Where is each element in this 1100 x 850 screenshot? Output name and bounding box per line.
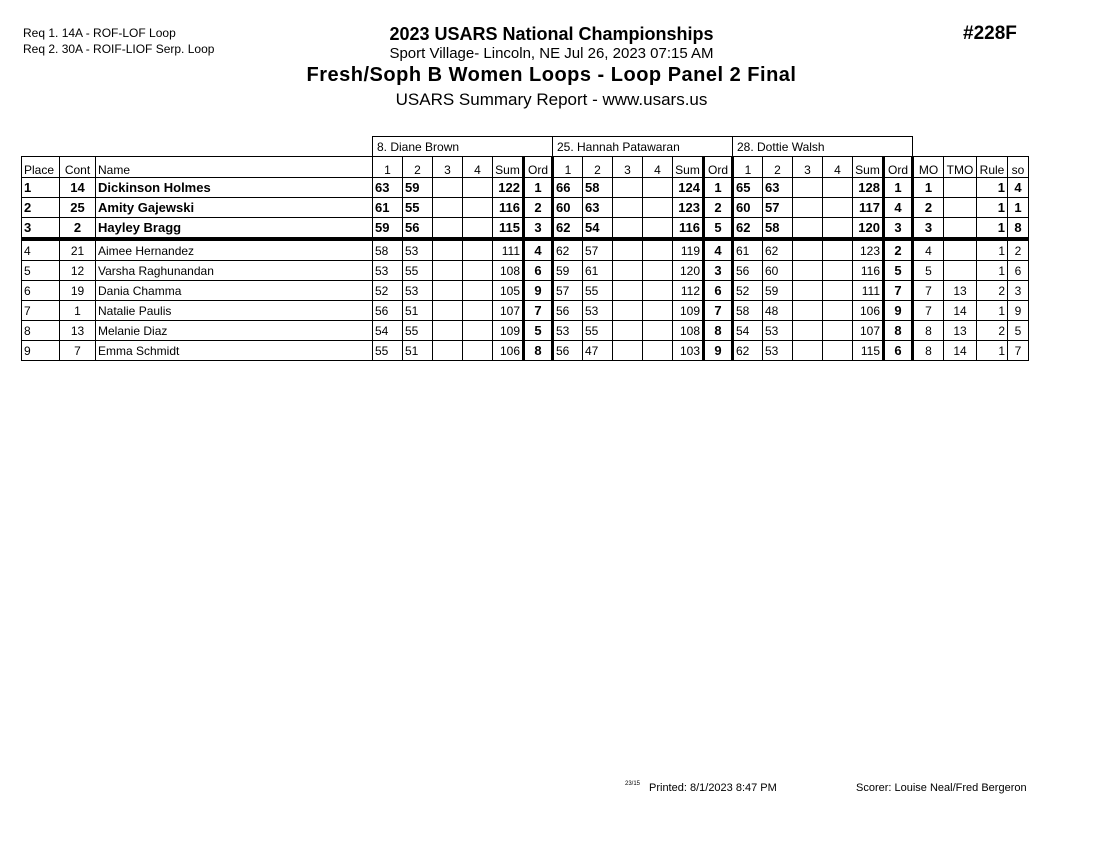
judge-3-header: 28. Dottie Walsh <box>733 137 913 157</box>
score-cell <box>463 218 493 240</box>
name-cell: Dania Chamma <box>96 281 373 301</box>
ord-cell: 3 <box>704 261 733 281</box>
table-row <box>22 198 1029 218</box>
score-cell: 58 <box>733 301 763 321</box>
tmo-cell: 14 <box>944 301 977 321</box>
ord-cell: 7 <box>524 301 553 321</box>
name-cell: Hayley Bragg <box>96 218 373 240</box>
name-cell: Dickinson Holmes <box>96 178 373 198</box>
ord-cell: 8 <box>524 341 553 361</box>
col-j2-score3: 3 <box>613 157 643 178</box>
report-title: USARS Summary Report - www.usars.us <box>395 90 708 109</box>
ord-cell: 6 <box>704 281 733 301</box>
score-cell <box>613 301 643 321</box>
col-j2-score1: 1 <box>553 157 583 178</box>
rule-cell: 2 <box>977 321 1008 341</box>
ord-cell: 7 <box>704 301 733 321</box>
score-cell: 53 <box>763 341 793 361</box>
sum-cell: 128 <box>853 178 884 198</box>
col-j1-ord: Ord <box>524 157 553 178</box>
sum-cell: 111 <box>853 281 884 301</box>
score-cell <box>823 261 853 281</box>
name-cell: Natalie Paulis <box>96 301 373 321</box>
col-j3-score1: 1 <box>733 157 763 178</box>
score-cell <box>433 321 463 341</box>
score-cell: 58 <box>373 239 403 261</box>
results-table <box>21 136 1029 361</box>
score-cell: 59 <box>553 261 583 281</box>
sum-cell: 103 <box>673 341 704 361</box>
championship-title: 2023 USARS National Championships <box>389 24 714 44</box>
ord-cell: 5 <box>884 261 913 281</box>
ord-cell: 4 <box>524 239 553 261</box>
mo-cell: 7 <box>913 281 944 301</box>
ord-cell: 4 <box>884 198 913 218</box>
score-cell: 62 <box>553 239 583 261</box>
mo-cell: 1 <box>913 178 944 198</box>
col-place: Place <box>22 157 60 178</box>
score-cell: 56 <box>733 261 763 281</box>
name-cell: Aimee Hernandez <box>96 239 373 261</box>
score-cell <box>433 281 463 301</box>
sum-cell: 115 <box>853 341 884 361</box>
col-j3-score2: 2 <box>763 157 793 178</box>
score-cell: 59 <box>373 218 403 240</box>
score-cell <box>643 239 673 261</box>
sum-cell: 112 <box>673 281 704 301</box>
score-cell <box>463 178 493 198</box>
cont-cell: 25 <box>60 198 96 218</box>
score-cell: 57 <box>583 239 613 261</box>
so-cell: 9 <box>1008 301 1029 321</box>
sum-cell: 117 <box>853 198 884 218</box>
cont-cell: 19 <box>60 281 96 301</box>
score-cell <box>433 341 463 361</box>
score-cell <box>823 178 853 198</box>
col-j2-sum: Sum <box>673 157 704 178</box>
score-cell <box>793 301 823 321</box>
score-cell <box>613 281 643 301</box>
rule-cell: 1 <box>977 198 1008 218</box>
place-cell: 3 <box>22 218 60 240</box>
so-cell: 6 <box>1008 261 1029 281</box>
score-cell: 56 <box>553 301 583 321</box>
score-cell <box>823 198 853 218</box>
ord-cell: 9 <box>884 301 913 321</box>
sum-cell: 107 <box>853 321 884 341</box>
place-cell: 8 <box>22 321 60 341</box>
tmo-cell <box>944 198 977 218</box>
score-cell: 55 <box>583 281 613 301</box>
col-j1-score2: 2 <box>403 157 433 178</box>
score-cell: 47 <box>583 341 613 361</box>
score-cell <box>793 178 823 198</box>
cont-cell: 7 <box>60 341 96 361</box>
score-cell: 62 <box>763 239 793 261</box>
event-number: #228F <box>963 23 1017 44</box>
ord-cell: 7 <box>884 281 913 301</box>
mo-cell: 8 <box>913 341 944 361</box>
ord-cell: 6 <box>884 341 913 361</box>
score-cell: 57 <box>763 198 793 218</box>
ord-cell: 6 <box>524 261 553 281</box>
name-cell: Varsha Raghunandan <box>96 261 373 281</box>
event-title: Fresh/Soph B Women Loops - Loop Panel 2 Final <box>306 64 797 86</box>
sum-cell: 106 <box>493 341 524 361</box>
so-cell: 1 <box>1008 198 1029 218</box>
ord-cell: 1 <box>524 178 553 198</box>
requirement-2: Req 2. 30A - ROIF-LIOF Serp. Loop <box>23 42 215 56</box>
score-cell <box>823 281 853 301</box>
sum-cell: 120 <box>853 218 884 240</box>
score-cell <box>643 301 673 321</box>
printed-date: Printed: 8/1/2023 8:47 PM <box>649 782 777 794</box>
score-cell <box>793 321 823 341</box>
sum-cell: 120 <box>673 261 704 281</box>
score-cell: 51 <box>403 341 433 361</box>
score-cell <box>433 178 463 198</box>
col-name: Name <box>96 157 373 178</box>
cont-cell: 13 <box>60 321 96 341</box>
tmo-cell <box>944 239 977 261</box>
mo-cell: 3 <box>913 218 944 240</box>
score-cell: 63 <box>373 178 403 198</box>
score-cell <box>643 321 673 341</box>
score-cell <box>433 218 463 240</box>
rule-cell: 1 <box>977 218 1008 240</box>
table-row <box>22 178 1029 198</box>
tmo-cell: 13 <box>944 281 977 301</box>
score-cell <box>463 301 493 321</box>
score-cell <box>433 198 463 218</box>
venue-date: Sport Village- Lincoln, NE Jul 26, 2023 07:15 AM <box>389 45 714 62</box>
sum-cell: 109 <box>673 301 704 321</box>
col-j3-score3: 3 <box>793 157 823 178</box>
rule-cell: 1 <box>977 178 1008 198</box>
mo-cell: 2 <box>913 198 944 218</box>
score-cell <box>793 218 823 240</box>
sum-cell: 115 <box>493 218 524 240</box>
sum-cell: 108 <box>493 261 524 281</box>
rule-cell: 1 <box>977 341 1008 361</box>
sum-cell: 111 <box>493 239 524 261</box>
judge-2-header: 25. Hannah Patawaran <box>553 137 733 157</box>
score-cell <box>823 218 853 240</box>
so-cell: 5 <box>1008 321 1029 341</box>
ord-cell: 3 <box>524 218 553 240</box>
so-cell: 8 <box>1008 218 1029 240</box>
score-cell: 54 <box>373 321 403 341</box>
place-cell: 5 <box>22 261 60 281</box>
col-j2-score4: 4 <box>643 157 673 178</box>
score-cell: 60 <box>553 198 583 218</box>
tmo-cell <box>944 218 977 240</box>
score-cell: 65 <box>733 178 763 198</box>
sum-cell: 116 <box>493 198 524 218</box>
judge-header-row <box>22 137 1029 157</box>
ord-cell: 1 <box>704 178 733 198</box>
score-cell: 55 <box>583 321 613 341</box>
score-cell <box>793 281 823 301</box>
score-cell: 53 <box>373 261 403 281</box>
score-cell <box>643 178 673 198</box>
score-cell: 54 <box>583 218 613 240</box>
score-cell: 53 <box>403 281 433 301</box>
score-cell <box>433 301 463 321</box>
score-cell: 48 <box>763 301 793 321</box>
col-mo: MO <box>913 157 944 178</box>
table-row <box>22 301 1029 321</box>
ord-cell: 8 <box>704 321 733 341</box>
sum-cell: 106 <box>853 301 884 321</box>
score-cell <box>643 261 673 281</box>
score-cell: 53 <box>763 321 793 341</box>
score-cell: 61 <box>373 198 403 218</box>
table-row <box>22 281 1029 301</box>
score-cell: 63 <box>583 198 613 218</box>
col-j1-score4: 4 <box>463 157 493 178</box>
cont-cell: 1 <box>60 301 96 321</box>
sum-cell: 116 <box>673 218 704 240</box>
score-cell <box>463 239 493 261</box>
score-cell: 61 <box>583 261 613 281</box>
score-cell: 62 <box>733 341 763 361</box>
score-cell <box>433 239 463 261</box>
sum-cell: 123 <box>853 239 884 261</box>
tmo-cell: 14 <box>944 341 977 361</box>
score-cell <box>643 218 673 240</box>
name-cell: Melanie Diaz <box>96 321 373 341</box>
score-cell: 62 <box>553 218 583 240</box>
sum-cell: 123 <box>673 198 704 218</box>
col-j1-score3: 3 <box>433 157 463 178</box>
ord-cell: 2 <box>704 198 733 218</box>
score-cell <box>613 261 643 281</box>
score-cell: 56 <box>403 218 433 240</box>
rule-cell: 1 <box>977 301 1008 321</box>
cont-cell: 21 <box>60 239 96 261</box>
score-cell: 59 <box>403 178 433 198</box>
mo-cell: 5 <box>913 261 944 281</box>
score-cell: 53 <box>583 301 613 321</box>
score-cell: 55 <box>403 198 433 218</box>
score-cell <box>823 321 853 341</box>
mo-cell: 7 <box>913 301 944 321</box>
score-cell <box>463 281 493 301</box>
scorer: Scorer: Louise Neal/Fred Bergeron <box>856 782 1027 794</box>
sum-cell: 119 <box>673 239 704 261</box>
score-cell: 57 <box>553 281 583 301</box>
col-j3-score4: 4 <box>823 157 853 178</box>
score-cell: 51 <box>403 301 433 321</box>
tmo-cell <box>944 261 977 281</box>
rule-cell: 1 <box>977 261 1008 281</box>
score-cell <box>793 239 823 261</box>
name-cell: Emma Schmidt <box>96 341 373 361</box>
requirement-1: Req 1. 14A - ROF-LOF Loop <box>23 26 176 40</box>
ord-cell: 2 <box>884 239 913 261</box>
ord-cell: 1 <box>884 178 913 198</box>
so-cell: 4 <box>1008 178 1029 198</box>
score-cell: 59 <box>763 281 793 301</box>
col-j1-sum: Sum <box>493 157 524 178</box>
col-rule: Rule <box>977 157 1008 178</box>
cont-cell: 12 <box>60 261 96 281</box>
sum-cell: 105 <box>493 281 524 301</box>
table-row <box>22 261 1029 281</box>
score-cell <box>823 341 853 361</box>
ord-cell: 5 <box>704 218 733 240</box>
score-cell <box>613 341 643 361</box>
sum-cell: 122 <box>493 178 524 198</box>
score-cell <box>463 341 493 361</box>
score-cell: 66 <box>553 178 583 198</box>
sum-cell: 107 <box>493 301 524 321</box>
mo-cell: 4 <box>913 239 944 261</box>
mo-cell: 8 <box>913 321 944 341</box>
score-cell <box>463 321 493 341</box>
sum-cell: 124 <box>673 178 704 198</box>
score-cell <box>793 341 823 361</box>
ord-cell: 8 <box>884 321 913 341</box>
score-cell <box>433 261 463 281</box>
table-row <box>22 321 1029 341</box>
score-cell <box>463 198 493 218</box>
score-cell: 56 <box>553 341 583 361</box>
ord-cell: 3 <box>884 218 913 240</box>
score-cell <box>613 321 643 341</box>
ord-cell: 2 <box>524 198 553 218</box>
score-cell <box>643 341 673 361</box>
score-cell <box>613 178 643 198</box>
place-cell: 1 <box>22 178 60 198</box>
score-cell: 60 <box>763 261 793 281</box>
table-row <box>22 341 1029 361</box>
score-cell: 60 <box>733 198 763 218</box>
col-j3-sum: Sum <box>853 157 884 178</box>
score-cell <box>793 198 823 218</box>
so-cell: 7 <box>1008 341 1029 361</box>
score-cell: 58 <box>763 218 793 240</box>
score-cell <box>463 261 493 281</box>
score-cell <box>613 239 643 261</box>
footer-code: 23/15 <box>625 781 641 787</box>
score-cell: 62 <box>733 218 763 240</box>
sum-cell: 108 <box>673 321 704 341</box>
place-cell: 9 <box>22 341 60 361</box>
so-cell: 2 <box>1008 239 1029 261</box>
score-cell: 58 <box>583 178 613 198</box>
score-cell <box>613 218 643 240</box>
ord-cell: 9 <box>704 341 733 361</box>
cont-cell: 2 <box>60 218 96 240</box>
col-j2-score2: 2 <box>583 157 613 178</box>
score-cell <box>643 281 673 301</box>
place-cell: 6 <box>22 281 60 301</box>
col-j2-ord: Ord <box>704 157 733 178</box>
col-j1-score1: 1 <box>373 157 403 178</box>
score-cell <box>793 261 823 281</box>
score-cell: 53 <box>403 239 433 261</box>
table-row <box>22 239 1029 261</box>
col-so: so <box>1008 157 1029 178</box>
col-cont: Cont <box>60 157 96 178</box>
score-cell <box>643 198 673 218</box>
judge-1-header: 8. Diane Brown <box>373 137 553 157</box>
score-cell: 55 <box>373 341 403 361</box>
score-cell <box>613 198 643 218</box>
table-row <box>22 218 1029 240</box>
name-cell: Amity Gajewski <box>96 198 373 218</box>
score-cell: 52 <box>733 281 763 301</box>
score-cell <box>823 239 853 261</box>
score-cell: 61 <box>733 239 763 261</box>
sum-cell: 116 <box>853 261 884 281</box>
col-tmo: TMO <box>944 157 977 178</box>
tmo-cell: 13 <box>944 321 977 341</box>
rule-cell: 2 <box>977 281 1008 301</box>
sum-cell: 109 <box>493 321 524 341</box>
score-cell: 56 <box>373 301 403 321</box>
score-cell: 55 <box>403 261 433 281</box>
so-cell: 3 <box>1008 281 1029 301</box>
tmo-cell <box>944 178 977 198</box>
score-cell: 54 <box>733 321 763 341</box>
score-cell: 55 <box>403 321 433 341</box>
place-cell: 7 <box>22 301 60 321</box>
cont-cell: 14 <box>60 178 96 198</box>
score-cell <box>823 301 853 321</box>
place-cell: 2 <box>22 198 60 218</box>
rule-cell: 1 <box>977 239 1008 261</box>
score-cell: 63 <box>763 178 793 198</box>
ord-cell: 9 <box>524 281 553 301</box>
ord-cell: 5 <box>524 321 553 341</box>
score-cell: 52 <box>373 281 403 301</box>
col-j3-ord: Ord <box>884 157 913 178</box>
place-cell: 4 <box>22 239 60 261</box>
ord-cell: 4 <box>704 239 733 261</box>
score-cell: 53 <box>553 321 583 341</box>
column-header-row <box>22 157 1029 178</box>
